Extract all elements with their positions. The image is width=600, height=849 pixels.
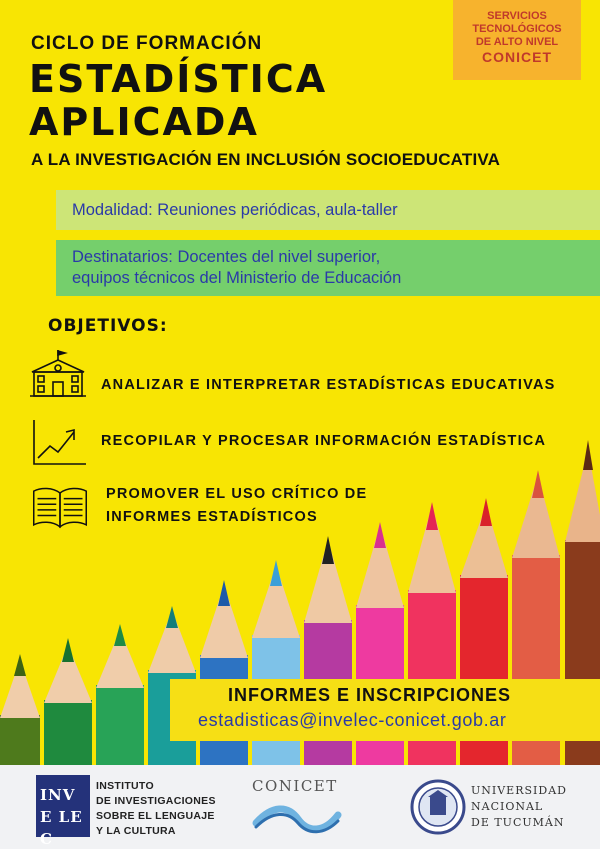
institute-name <box>96 779 216 839</box>
footer-logos <box>0 765 600 849</box>
institute-line: Y LA CULTURA <box>96 825 176 837</box>
unt-line: UNIVERSIDAD <box>471 784 567 797</box>
conicet-logo-text: CONICET <box>252 777 338 795</box>
objetivo-3-line: PROMOVER EL USO CRÍTICO DE <box>106 486 368 502</box>
badge-line: TECNOLÓGICOS <box>472 23 562 35</box>
title-line-2: APLICADA <box>29 100 259 144</box>
destinatarios-text <box>72 247 401 289</box>
contact-email-link[interactable]: estadisticas@invelec-conicet.gob.ar <box>198 710 507 730</box>
title-line-1: ESTADÍSTICA <box>29 57 328 101</box>
servicios-tecnologicos-badge <box>453 0 581 80</box>
unt-seal-icon <box>410 779 466 835</box>
objetivo-3-text <box>106 483 367 529</box>
ciclo-label: CICLO DE FORMACIÓN <box>31 33 263 54</box>
destinatarios-line: equipos técnicos del Ministerio de Educación <box>72 269 402 287</box>
unt-name <box>471 783 567 831</box>
objetivos-heading: OBJETIVOS: <box>48 316 168 336</box>
destinatarios-line: Destinatarios: Docentes del nivel superior, <box>72 248 381 266</box>
modalidad-text: Modalidad: Reuniones periódicas, aula-taller <box>72 201 398 219</box>
growth-chart-icon <box>30 418 90 470</box>
destinatarios-bar <box>56 240 600 296</box>
informes-box <box>170 679 600 741</box>
informes-title: INFORMES E INSCRIPCIONES <box>228 685 512 705</box>
modalidad-bar <box>56 190 600 230</box>
conicet-wave-icon <box>252 801 342 837</box>
objetivo-2-text: RECOPILAR Y PROCESAR INFORMACIÓN ESTADÍSTICA <box>101 433 547 449</box>
subtitle: A LA INVESTIGACIÓN EN INCLUSIÓN SOCIOEDUCATIVA <box>31 150 501 169</box>
objetivo-1-text: ANALIZAR E INTERPRETAR ESTADÍSTICAS EDUCATIVAS <box>101 377 556 393</box>
badge-line: DE ALTO NIVEL <box>475 36 559 48</box>
invelec-logo-text: INVE LEC <box>40 786 83 848</box>
institute-line: DE INVESTIGACIONES <box>96 795 216 807</box>
institute-line: INSTITUTO <box>96 780 154 792</box>
open-book-icon <box>30 482 90 534</box>
badge-line: SERVICIOS <box>487 10 547 22</box>
badge-conicet: CONICET <box>482 49 552 65</box>
institute-line: SOBRE EL LENGUAJE <box>96 810 215 822</box>
objetivo-3-line: INFORMES ESTADÍSTICOS <box>106 509 318 525</box>
unt-line: DE TUCUMÁN <box>471 816 565 829</box>
invelec-logo <box>36 775 90 848</box>
unt-line: NACIONAL <box>471 800 544 813</box>
school-building-icon <box>28 348 88 400</box>
